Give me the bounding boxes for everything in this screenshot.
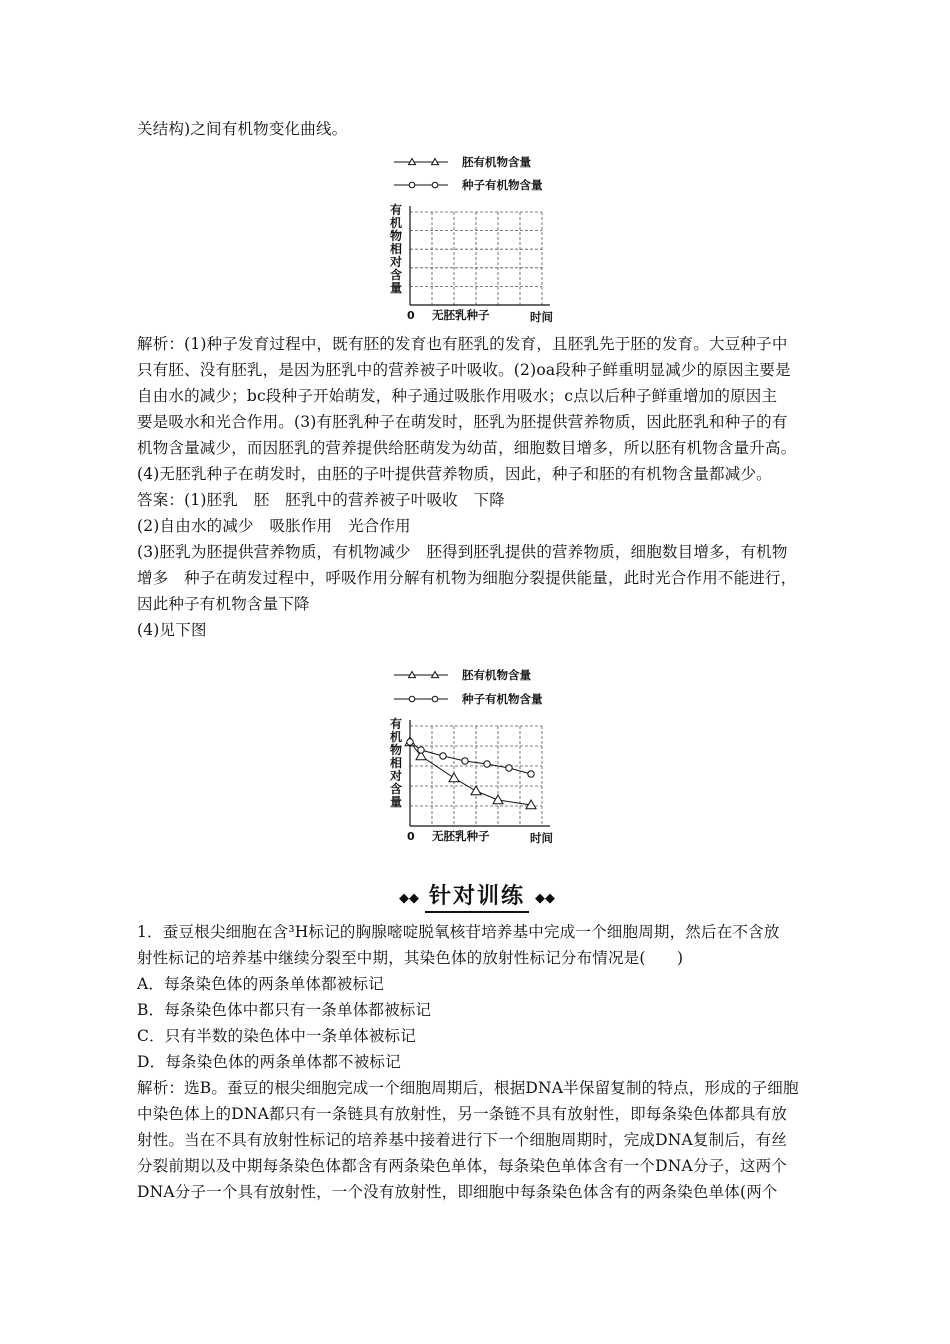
y-axis-label: 含 [390, 782, 403, 796]
option-c: C．只有半数的染色体中一条单体被标记 [137, 1027, 416, 1045]
data-point-triangle [493, 795, 503, 804]
chart-blank [380, 152, 580, 324]
chart-completed-svg [380, 662, 580, 844]
option-a: A．每条染色体的两条单体都被标记 [137, 975, 384, 993]
text-line: 机物含量减少，而因胚乳的营养提供给胚萌发为幼苗，细胞数目增多，所以胚有机物含量升高。 [137, 439, 797, 457]
text-line: (2)自由水的减少 吸胀作用 光合作用 [137, 517, 411, 535]
y-axis-label: 含 [390, 268, 403, 282]
y-axis-label: 量 [390, 281, 403, 295]
option-b: B．每条染色体中都只有一条单体都被标记 [137, 1001, 432, 1019]
data-point-circle [407, 739, 413, 745]
legend-label: 种子有机物含量 [462, 178, 543, 192]
text-line: 答案：(1)胚乳 胚 胚乳中的营养被子叶吸收 下降 [137, 491, 505, 509]
data-point-circle [528, 771, 534, 777]
y-axis-label: 相 [390, 756, 403, 770]
text-line: 解析：选B。蚕豆的根尖细胞完成一个细胞周期后，根据DNA半保留复制的特点，形成的子细胞 [137, 1079, 799, 1097]
x-axis-label: 时间 [530, 310, 553, 324]
y-axis-label: 相 [390, 242, 403, 256]
text-line: 只有胚、没有胚乳，是因为胚乳中的营养被子叶吸收。(2)oa段种子鲜重明显减少的原因主要是 [137, 361, 791, 379]
circle-marker-icon [409, 696, 415, 702]
y-axis-label: 机 [390, 216, 403, 230]
option-d: D．每条染色体的两条单体都不被标记 [137, 1053, 401, 1071]
x-caption: 无胚乳种子 [432, 308, 490, 322]
y-axis-label: 量 [390, 795, 403, 809]
y-axis-label: 机 [390, 730, 403, 744]
y-axis-label: 对 [390, 255, 403, 269]
chart-blank-svg [380, 152, 580, 324]
origin-label: 0 [407, 309, 415, 322]
text-line: 解析：(1)种子发育过程中，既有胚的发育也有胚乳的发育，且胚乳先于胚的发育。大豆种子中 [137, 335, 788, 353]
question-stem: 射性标记的培养基中继续分裂至中期，其染色体的放射性标记分布情况是( ) [137, 949, 684, 967]
diamond-icon: ◆◆ [398, 890, 419, 906]
data-point-triangle [449, 773, 459, 782]
data-point-circle [462, 758, 468, 764]
data-point-circle [418, 747, 424, 753]
y-axis-label: 物 [390, 229, 403, 243]
legend-label: 种子有机物含量 [462, 692, 543, 706]
x-caption: 无胚乳种子 [432, 829, 490, 843]
section-banner [372, 883, 582, 913]
y-axis-label: 有 [390, 203, 403, 217]
circle-marker-icon [432, 696, 438, 702]
text-line: 因此种子有机物含量下降 [137, 595, 310, 613]
data-point-circle [506, 765, 512, 771]
text-line: (4)无胚乳种子在萌发时，由胚的子叶提供营养物质，因此，种子和胚的有机物含量都减少。 [137, 465, 772, 483]
y-axis-label: 物 [390, 743, 403, 757]
x-axis-label: 时间 [530, 831, 553, 844]
legend-label: 胚有机物含量 [462, 668, 531, 682]
diamond-icon: ◆◆ [535, 890, 555, 906]
section-title: 针对训练 [425, 883, 529, 913]
text-line: 射性。当在不具有放射性标记的培养基中接着进行下一个细胞周期时，完成DNA复制后，有丝 [137, 1131, 788, 1149]
legend-label: 胚有机物含量 [462, 155, 531, 169]
chart-completed [380, 662, 580, 844]
circle-marker-icon [409, 182, 415, 188]
text-line: 自由水的减少；bc段种子开始萌发，种子通过吸胀作用吸水；c点以后种子鲜重增加的原因主 [137, 387, 778, 405]
text-line: 增多 种子在萌发过程中，呼吸作用分解有机物为细胞分裂提供能量，此时光合作用不能进行， [137, 569, 797, 587]
series-line [410, 742, 531, 774]
text-line: 中染色体上的DNA都只有一条链具有放射性，另一条链不具有放射性，即每条染色体都具有放 [137, 1105, 788, 1123]
circle-marker-icon [432, 182, 438, 188]
origin-label: 0 [407, 830, 415, 843]
text-line: (3)胚乳为胚提供营养物质，有机物减少 胚得到胚乳提供的营养物质，细胞数目增多，有机物 [137, 543, 788, 561]
text-line: DNA分子一个具有放射性，一个没有放射性，即细胞中每条染色体含有的两条染色单体(两个 [137, 1183, 778, 1201]
data-point-circle [484, 761, 490, 767]
y-axis-label: 有 [390, 717, 403, 731]
text-line: (4)见下图 [137, 621, 207, 639]
text-line: 分裂前期以及中期每条染色体都含有两条染色单体，每条染色单体含有一个DNA分子，这两个 [137, 1157, 788, 1175]
y-axis-label: 对 [390, 769, 403, 783]
text-line: 关结构)之间有机物变化曲线。 [137, 120, 348, 138]
data-point-circle [440, 753, 446, 759]
question-stem: 1．蚕豆根尖细胞在含³H标记的胸腺嘧啶脱氧核苷培养基中完成一个细胞周期，然后在不含放 [137, 923, 780, 941]
text-line: 要是吸水和光合作用。(3)有胚乳种子在萌发时，胚乳为胚提供营养物质，因此胚乳和种子的有 [137, 413, 788, 431]
data-point-triangle [471, 786, 481, 795]
